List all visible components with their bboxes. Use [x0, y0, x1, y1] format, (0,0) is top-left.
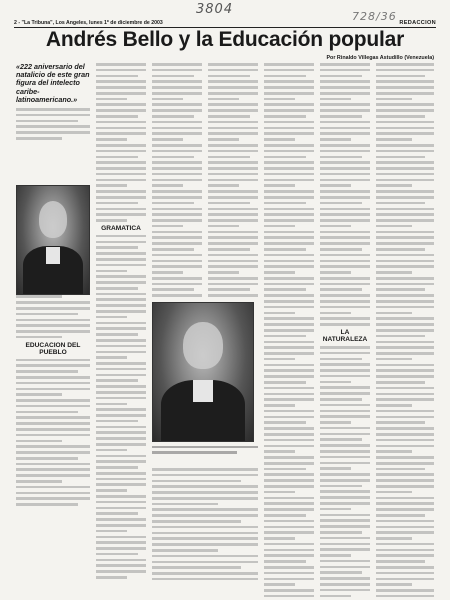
portrait-photo-small: [16, 185, 90, 295]
column-2-text-top: [96, 63, 146, 222]
column-1: [16, 63, 90, 590]
column-3: [152, 63, 202, 299]
column-2-text-bottom: [96, 235, 146, 579]
column-3-4-lower-text: [152, 468, 258, 590]
section-label: REDACCION: [399, 20, 436, 26]
column-1-text-bottom: [16, 359, 90, 506]
subhead-la-naturaleza: LA NATURALEZA: [322, 328, 368, 343]
subhead-gramatica: GRAMATICA: [101, 224, 141, 232]
article-byline: Por Rinaldo Villegas Astudillo (Venezuela): [326, 55, 434, 61]
portrait-caption: [152, 446, 258, 456]
page-header-left: 2 - "La Tribuna", Los Angeles, lunes 1º de diciembre de 2003: [14, 20, 163, 26]
column-2: [96, 63, 146, 590]
column-1-text-top: [16, 108, 90, 140]
page-header: [14, 17, 436, 28]
archive-stamp: 3804: [196, 2, 234, 17]
archive-number: 728/36: [352, 10, 397, 23]
article-headline: Andrés Bello y la Educación popular: [45, 28, 405, 51]
portrait-photo-andres-bello: [152, 302, 254, 442]
column-7: [376, 63, 434, 590]
subhead-educacion-del-pueblo: EDUCACION DEL PUEBLO: [25, 341, 81, 356]
column-6: [320, 63, 370, 590]
column-4: [208, 63, 258, 299]
column-5: [264, 63, 314, 590]
pull-quote: «222 aniversario del natalicio de este gran figura del intelecto caribe-latinoamericano.»: [16, 62, 90, 104]
